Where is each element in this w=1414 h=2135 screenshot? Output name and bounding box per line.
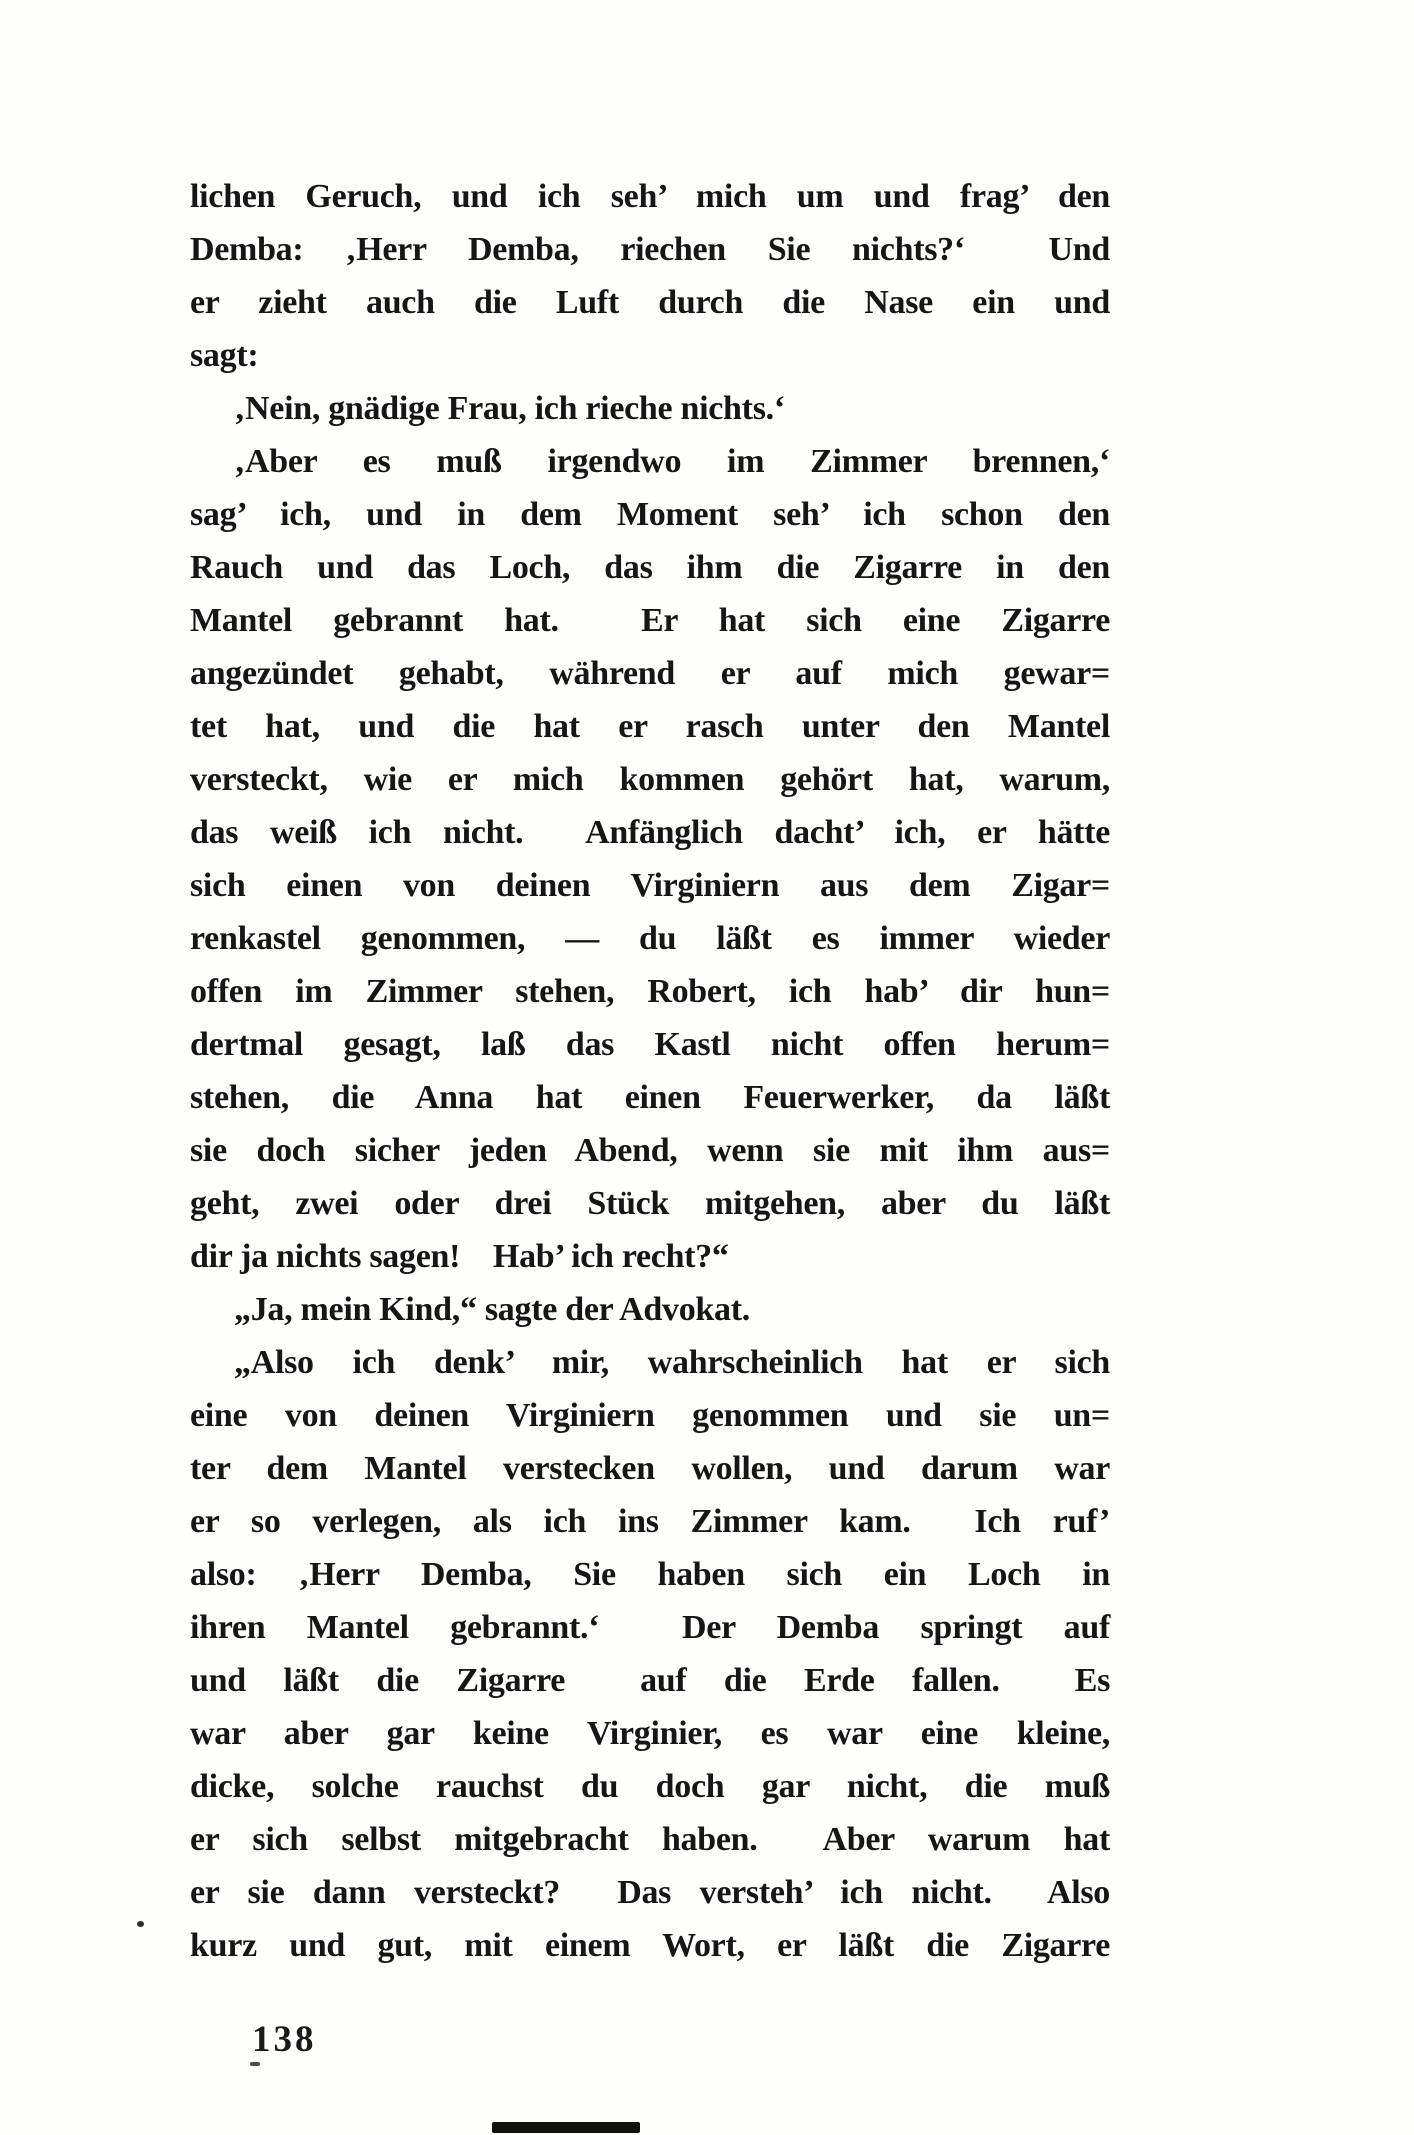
text-line: dicke, solche rauchst du doch gar nicht, die muß [190,1768,1110,1805]
text-line: war aber gar keine Virginier, es war eine kleine, [190,1715,1110,1752]
text-line: ter dem Mantel verstecken wollen, und darum war [190,1450,1110,1487]
page-number: 138 [252,2019,317,2060]
text-line: geht, zwei oder drei Stück mitgehen, aber du läßt [190,1185,1110,1222]
text-line: renkastel genommen, — du läßt es immer wieder [190,920,1110,957]
text-line: sich einen von deinen Virginiern aus dem Zigar= [190,867,1110,904]
text-line: also: ‚Herr Demba, Sie haben sich ein Loch in [190,1556,1110,1593]
scan-speck-margin [137,1921,144,1927]
text-line: ‚Aber es muß irgendwo im Zimmer brennen,‘ [234,443,1110,480]
text-line: Demba: ‚Herr Demba, riechen Sie nichts?‘ Und [190,231,1110,268]
text-line: eine von deinen Virginiern genommen und sie un= [190,1397,1110,1434]
text-line: angezündet gehabt, während er auf mich gewar= [190,655,1110,692]
scan-artifact-bottom-smudge [492,2122,640,2133]
text-line: er sich selbst mitgebracht haben. Aber warum hat [190,1821,1110,1858]
text-line: er sie dann versteckt? Das versteh’ ich nicht. Also [190,1874,1110,1911]
text-line: Rauch und das Loch, das ihm die Zigarre in den [190,549,1110,586]
text-line: dir ja nichts sagen! Hab’ ich recht?“ [190,1238,729,1275]
text-line: das weiß ich nicht. Anfänglich dacht’ ich, er hätte [190,814,1110,851]
text-line: ihren Mantel gebrannt.‘ Der Demba springt auf [190,1609,1110,1646]
text-line: sagt: [190,337,259,374]
text-line: offen im Zimmer stehen, Robert, ich hab’ dir hun= [190,973,1110,1010]
text-line: versteckt, wie er mich kommen gehört hat, warum, [190,761,1110,798]
text-line: „Ja, mein Kind,“ sagte der Advokat. [234,1291,750,1328]
text-line: tet hat, und die hat er rasch unter den Mantel [190,708,1110,745]
text-line: sie doch sicher jeden Abend, wenn sie mit ihm aus= [190,1132,1110,1169]
scan-speck-folio [250,2062,260,2066]
text-line: und läßt die Zigarre auf die Erde fallen. Es [190,1662,1110,1699]
text-line: Mantel gebrannt hat. Er hat sich eine Zigarre [190,602,1110,639]
text-line: kurz und gut, mit einem Wort, er läßt die Zigarre [190,1927,1110,1964]
page-text-block [190,170,1110,1972]
text-line: lichen Geruch, und ich seh’ mich um und frag’ den [190,178,1110,215]
text-line: ‚Nein, gnädige Frau, ich rieche nichts.‘ [234,390,785,427]
text-line: stehen, die Anna hat einen Feuerwerker, da läßt [190,1079,1110,1116]
text-line: er zieht auch die Luft durch die Nase ein und [190,284,1110,321]
text-line: dertmal gesagt, laß das Kastl nicht offen herum= [190,1026,1110,1063]
text-line: er so verlegen, als ich ins Zimmer kam. Ich ruf’ [190,1503,1110,1540]
text-line: „Also ich denk’ mir, wahrscheinlich hat er sich [234,1344,1110,1381]
text-line: sag’ ich, und in dem Moment seh’ ich schon den [190,496,1110,533]
